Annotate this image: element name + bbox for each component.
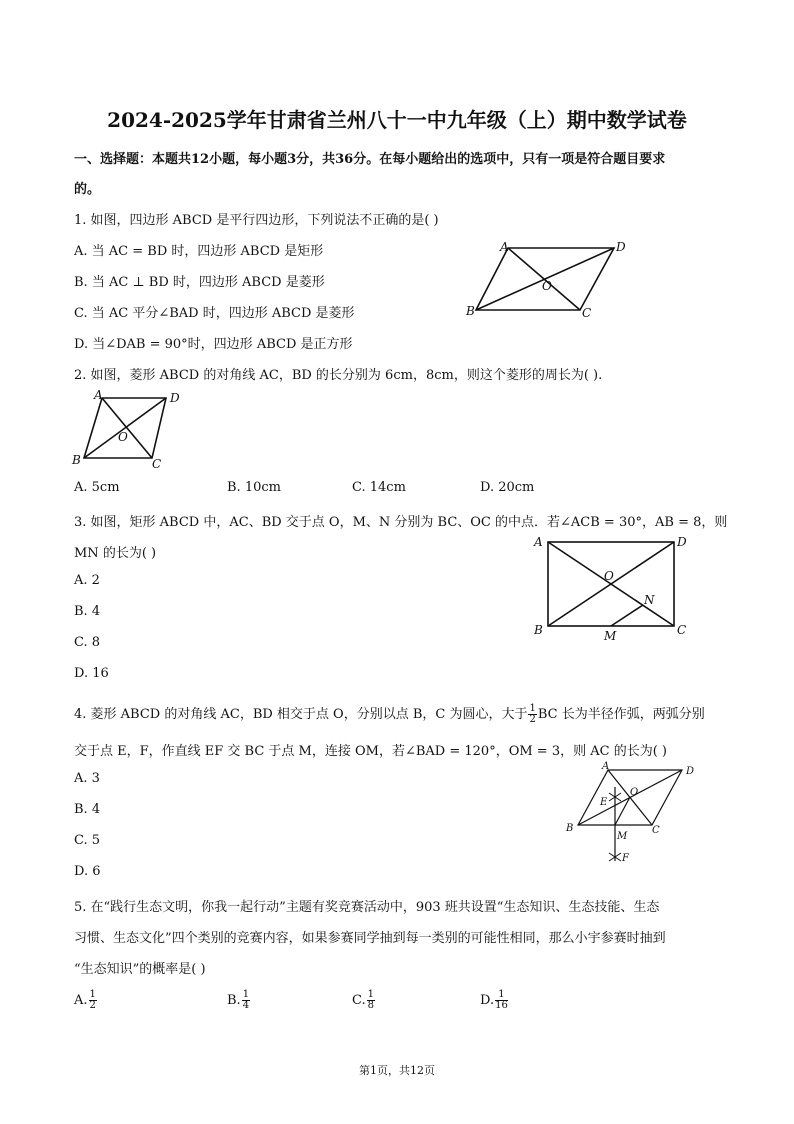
q3-option-a: A. 2 bbox=[74, 573, 100, 588]
q1-label-o: O bbox=[542, 279, 552, 293]
q1-option-a: A. 当 AC = BD 时，四边形 ABCD 是矩形 bbox=[74, 244, 324, 259]
q4-label-o: O bbox=[630, 787, 639, 798]
q3-label-n: N bbox=[644, 593, 655, 607]
q1-label-a: A bbox=[500, 240, 509, 254]
q3-segment-mn bbox=[611, 605, 643, 626]
q5-option-a bbox=[74, 990, 98, 1011]
q5-option-d-den: 16 bbox=[495, 1000, 508, 1011]
q5-option-d-fraction bbox=[495, 990, 508, 1011]
q5-stem-cont: 习惯、生态文化”四个类别的竞赛内容，如果参赛同学抽到每一类别的可能性相同，那么小宇参赛时抽到 bbox=[74, 931, 666, 946]
q4-option-a: A. 3 bbox=[74, 771, 100, 786]
q4-fraction-half bbox=[528, 704, 536, 725]
section-heading-cont: 的。 bbox=[74, 182, 101, 197]
q2-option-b: B. 10cm bbox=[227, 480, 281, 495]
q4-fraction-den: 2 bbox=[529, 714, 536, 725]
q2-label-d: D bbox=[170, 391, 180, 405]
q2-label-c: C bbox=[152, 457, 162, 471]
q2-label-o: O bbox=[118, 430, 128, 444]
q3-stem-cont: MN 的长为( ) bbox=[74, 546, 157, 561]
q3-stem: 3. 如图，矩形 ABCD 中，AC、BD 交于点 O，M、N 分别为 BC、OC 的中点．若∠ACB = 30°，AB = 8，则 bbox=[74, 515, 728, 530]
q5-stem: 5. 在“践行生态文明，你我一起行动”主题有奖竞赛活动中，903 班共设置“生态知识、生态技能、生态 bbox=[74, 900, 660, 915]
q5-option-c bbox=[352, 990, 376, 1011]
q4-stem bbox=[74, 703, 705, 725]
q4-stem-part1: 4. 菱形 ABCD 的对角线 AC，BD 相交于点 O，分别以点 B，C 为圆心，大于 bbox=[74, 707, 528, 722]
q3-option-b: B. 4 bbox=[74, 604, 101, 619]
q5-option-c-label: C. bbox=[352, 993, 366, 1008]
q5-option-d bbox=[480, 990, 509, 1011]
q5-option-c-num: 1 bbox=[367, 989, 374, 1000]
q5-option-b bbox=[227, 990, 251, 1011]
q1-option-b: B. 当 AC ⊥ BD 时，四边形 ABCD 是菱形 bbox=[74, 275, 325, 290]
q5-option-a-den: 2 bbox=[89, 1000, 96, 1011]
q2-label-b: B bbox=[72, 453, 81, 467]
q3-label-d: D bbox=[677, 535, 687, 549]
q1-label-b: B bbox=[466, 304, 475, 318]
q4-label-f: F bbox=[622, 853, 629, 864]
q5-option-c-den: 8 bbox=[367, 1000, 374, 1011]
q3-label-b: B bbox=[534, 623, 543, 637]
q4-label-m: M bbox=[617, 831, 628, 842]
q5-stem-cont2: “生态知识”的概率是( ) bbox=[74, 962, 206, 977]
q1-label-d: D bbox=[616, 240, 626, 254]
q4-label-a: A bbox=[602, 761, 610, 772]
q3-option-c: C. 8 bbox=[74, 635, 101, 650]
page-title: 2024-2025学年甘肃省兰州八十一中九年级（上）期中数学试卷 bbox=[107, 108, 687, 132]
q3-label-c: C bbox=[677, 623, 687, 637]
q4-label-d: D bbox=[686, 766, 695, 777]
q5-option-d-label: D. bbox=[480, 993, 495, 1008]
q2-stem: 2. 如图，菱形 ABCD 的对角线 AC，BD 的长分别为 6cm，8cm，则这个菱形的周长为( ). bbox=[74, 368, 603, 383]
q2-rhombus-figure bbox=[68, 388, 188, 472]
q5-option-a-num: 1 bbox=[89, 989, 96, 1000]
q4-stem-part2: BC 长为半径作弧，两弧分别 bbox=[537, 707, 705, 722]
q3-rectangle-figure bbox=[528, 530, 698, 648]
q4-rhombus-construction-figure bbox=[562, 757, 712, 871]
q4-option-c: C. 5 bbox=[74, 833, 101, 848]
q4-label-c: C bbox=[652, 825, 660, 836]
q5-option-c-fraction bbox=[367, 990, 375, 1011]
q1-option-c: C. 当 AC 平分∠BAD 时，四边形 ABCD 是菱形 bbox=[74, 306, 355, 321]
q5-option-a-label: A. bbox=[74, 993, 88, 1008]
q2-option-a: A. 5cm bbox=[74, 480, 120, 495]
q3-label-a: A bbox=[534, 535, 543, 549]
q5-option-b-den: 4 bbox=[242, 1000, 250, 1011]
q2-option-d: D. 20cm bbox=[480, 480, 535, 495]
q2-diagonal-ac bbox=[102, 398, 152, 458]
q1-parallelogram-figure bbox=[462, 236, 626, 326]
q5-option-d-num: 1 bbox=[495, 990, 508, 1001]
q4-label-b: B bbox=[566, 823, 574, 834]
q1-label-c: C bbox=[582, 306, 592, 320]
q1-option-d: D. 当∠DAB = 90°时，四边形 ABCD 是正方形 bbox=[74, 337, 353, 352]
q4-option-b: B. 4 bbox=[74, 802, 101, 817]
q2-label-a: A bbox=[94, 388, 103, 402]
q3-option-d: D. 16 bbox=[74, 666, 109, 681]
q3-label-m: M bbox=[604, 629, 617, 643]
section-heading: 一、选择题：本题共12小题，每小题3分，共36分。在每小题给出的选项中，只有一项是符合题目要求 bbox=[74, 152, 666, 167]
q4-label-e: E bbox=[600, 797, 608, 808]
q5-option-b-label: B. bbox=[227, 993, 241, 1008]
q5-option-b-fraction bbox=[242, 990, 250, 1011]
q4-option-d: D. 6 bbox=[74, 864, 101, 879]
q4-stem-cont: 交于点 E，F，作直线 EF 交 BC 于点 M，连接 OM，若∠BAD = 120°，OM = 3，则 AC 的长为( ) bbox=[74, 744, 667, 759]
q2-option-c: C. 14cm bbox=[352, 480, 406, 495]
page-footer: 第1页，共12页 bbox=[359, 1064, 435, 1077]
q5-option-b-num: 1 bbox=[242, 989, 250, 1000]
q1-stem: 1. 如图，四边形 ABCD 是平行四边形，下列说法不正确的是( ) bbox=[74, 213, 439, 228]
q4-fraction-num: 1 bbox=[529, 703, 536, 714]
q3-label-o: O bbox=[604, 569, 614, 583]
q5-option-a-fraction bbox=[89, 990, 97, 1011]
